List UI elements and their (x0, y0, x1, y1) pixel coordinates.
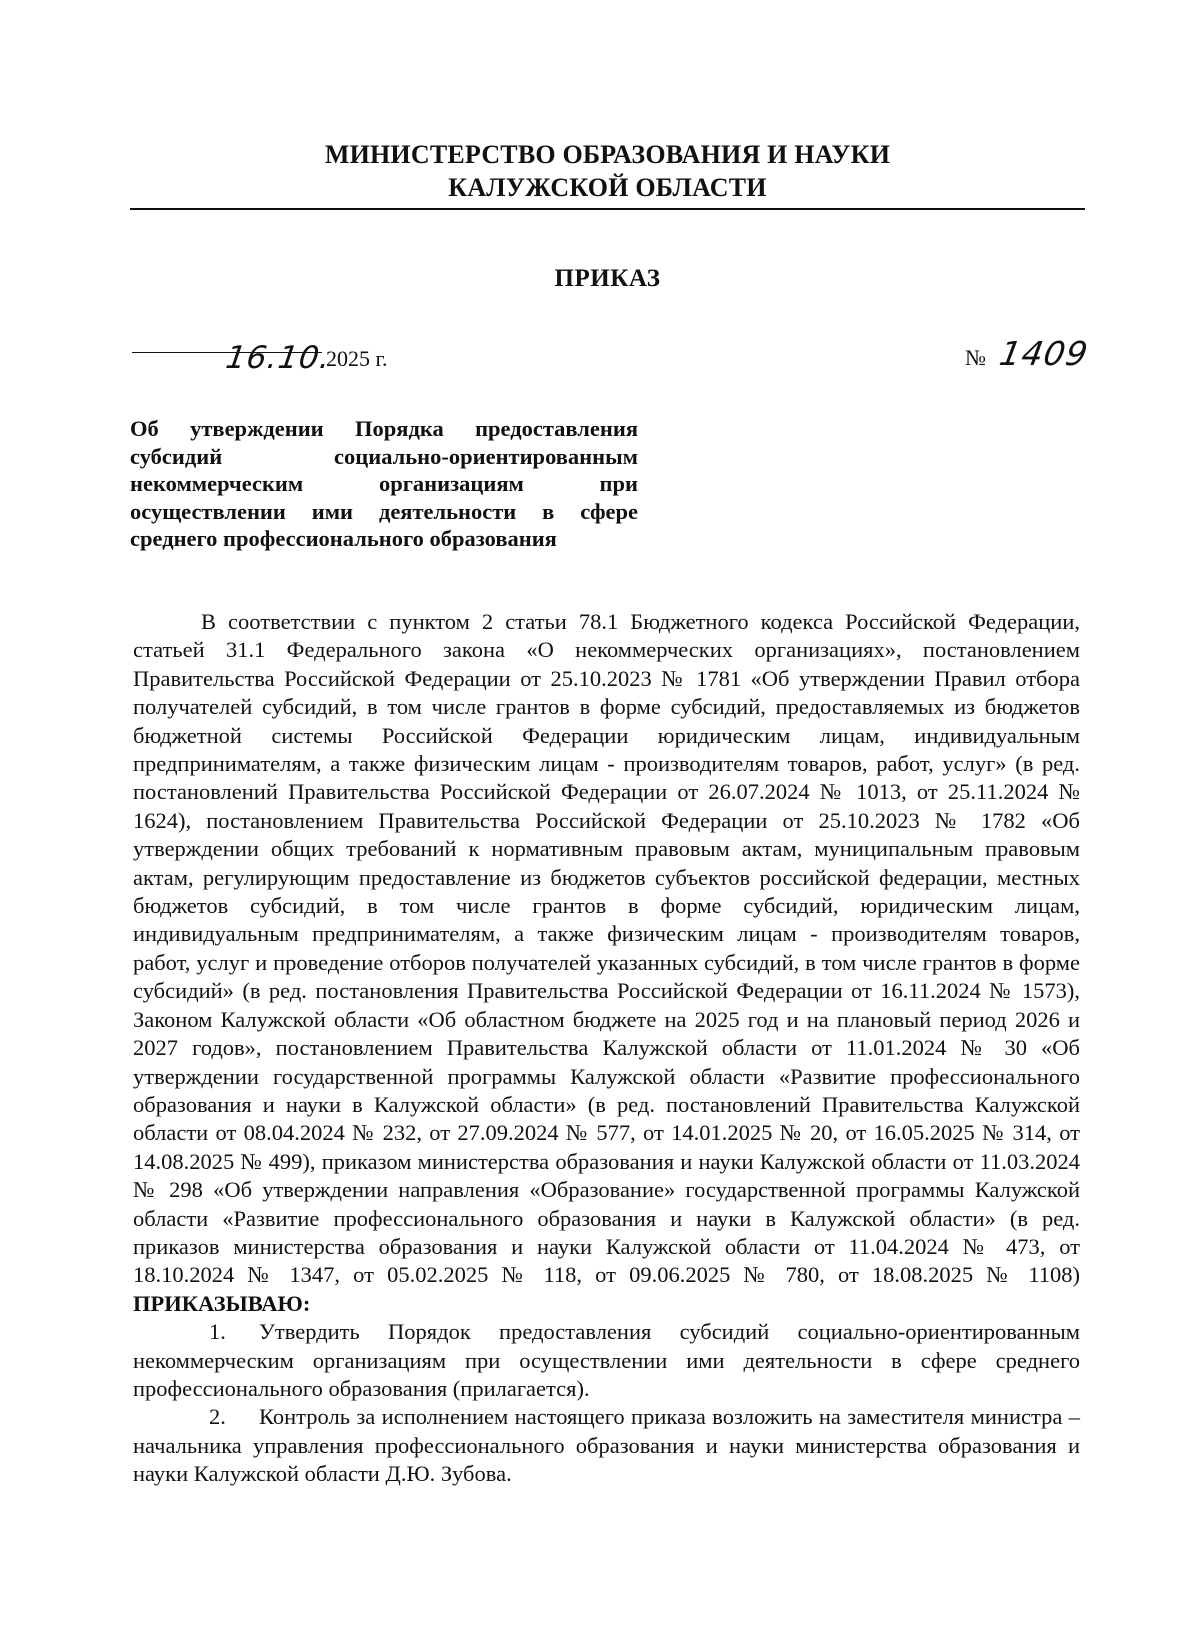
order-word: ПРИКАЗЫВАЮ: (133, 1290, 311, 1316)
ministry-header (130, 138, 1085, 204)
order-item-2 (133, 1403, 1080, 1488)
number-label: № (965, 345, 986, 370)
order-body (133, 608, 1080, 1489)
order-item-text: Контроль за исполнением настоящего приказа возложить на заместителя министра – начальника управления профессионального образования и науки министерства образования и науки Калужской области Д.Ю. Зубова. (133, 1404, 1080, 1487)
preamble-paragraph (133, 608, 1080, 1318)
order-item-number: 1. (209, 1319, 226, 1345)
date-year: 2025 г. (326, 346, 388, 371)
order-item-number: 2. (209, 1404, 226, 1430)
handwritten-date: 16.10. (223, 340, 334, 376)
preamble-text: В соответствии с пунктом 2 статьи 78.1 Бюджетного кодекса Российской Федерации, статьей 31.1 Федерального закона «О некоммерческих организациях», постановлением Правительства Российской Федерации от 25.10.2023 № 1781 «Об утверждении Правил отбора получателей субсидий, в том числе грантов в форме субсидий, предоставляемых из бюджетов бюджетной системы Российской Федерации юридическим лицам, индивидуальным предпринимателям, а также физическим лицам - производителям товаров, работ, услуг» (в ред. постановлений Правительства Российской Федерации от 26.07.2024 № 1013, от 25.11.2024 № 1624), постановлением Правительства Российской Федерации от 25.10.2023 № 1782 «Об утверждении общих требований к нормативным правовым актам, муниципальным правовым актам, регулирующим предоставление из бюджетов субъектов российской федерации, местных бюджетов субсидий, в том числе грантов в форме субсидий, юридическим лицам, индивидуальным предпринимателям, а также физическим лицам - производителям товаров, работ, услуг и проведение отборов получателей указанных субсидий, в том числе грантов в форме субсидий» (в ред. постановления Правительства Российской Федерации от 16.11.2024 № 1573), Законом Калужской области «Об областном бюджете на 2025 год и на плановый период 2026 и 2027 годов», постановлением Правительства Калужской области от 11.01.2024 № 30 «Об утверждении государственной программы Калужской области «Развитие профессионального образования и науки в Калужской области» (в ред. постановлений Правительства Калужской области от 08.04.2024 № 232, от 27.09.2024 № 577, от 14.01.2025 № 20, от 16.05.2025 № 314, от 14.08.2025 № 499), приказом министерства образования и науки Калужской области от 11.03.2024 № 298 «Об утверждении направления «Образование» государственной программы Калужской области «Развитие профессионального образования и науки в Калужской области» (в ред. приказов министерства образования и науки Калужской области от 11.04.2024 № 473, от 18.10.2024 № 1347, от 05.02.2025 № 118, от 09.06.2025 № 780, от 18.08.2025 № 1108) (133, 609, 1080, 1288)
handwritten-number: 1409 (996, 334, 1092, 373)
order-item-1 (133, 1318, 1080, 1403)
header-divider (130, 208, 1085, 210)
ministry-name-line1: МИНИСТЕРСТВО ОБРАЗОВАНИЯ И НАУКИ (324, 140, 891, 169)
document-type-title: ПРИКАЗ (554, 265, 661, 292)
ministry-name-line2: КАЛУЖСКОЙ ОБЛАСТИ (448, 173, 767, 202)
order-subject: Об утверждении Порядка предоставления субсидий социально-ориентированным некоммерческим организациям при осуществлении ими деятельности в сфере среднего профессионального образования (130, 416, 638, 551)
order-item-text: Утвердить Порядок предоставления субсидий социально-ориентированным некоммерческим организациям при осуществлении ими деятельности в сфере среднего профессионального образования (прилагается). (133, 1319, 1080, 1401)
